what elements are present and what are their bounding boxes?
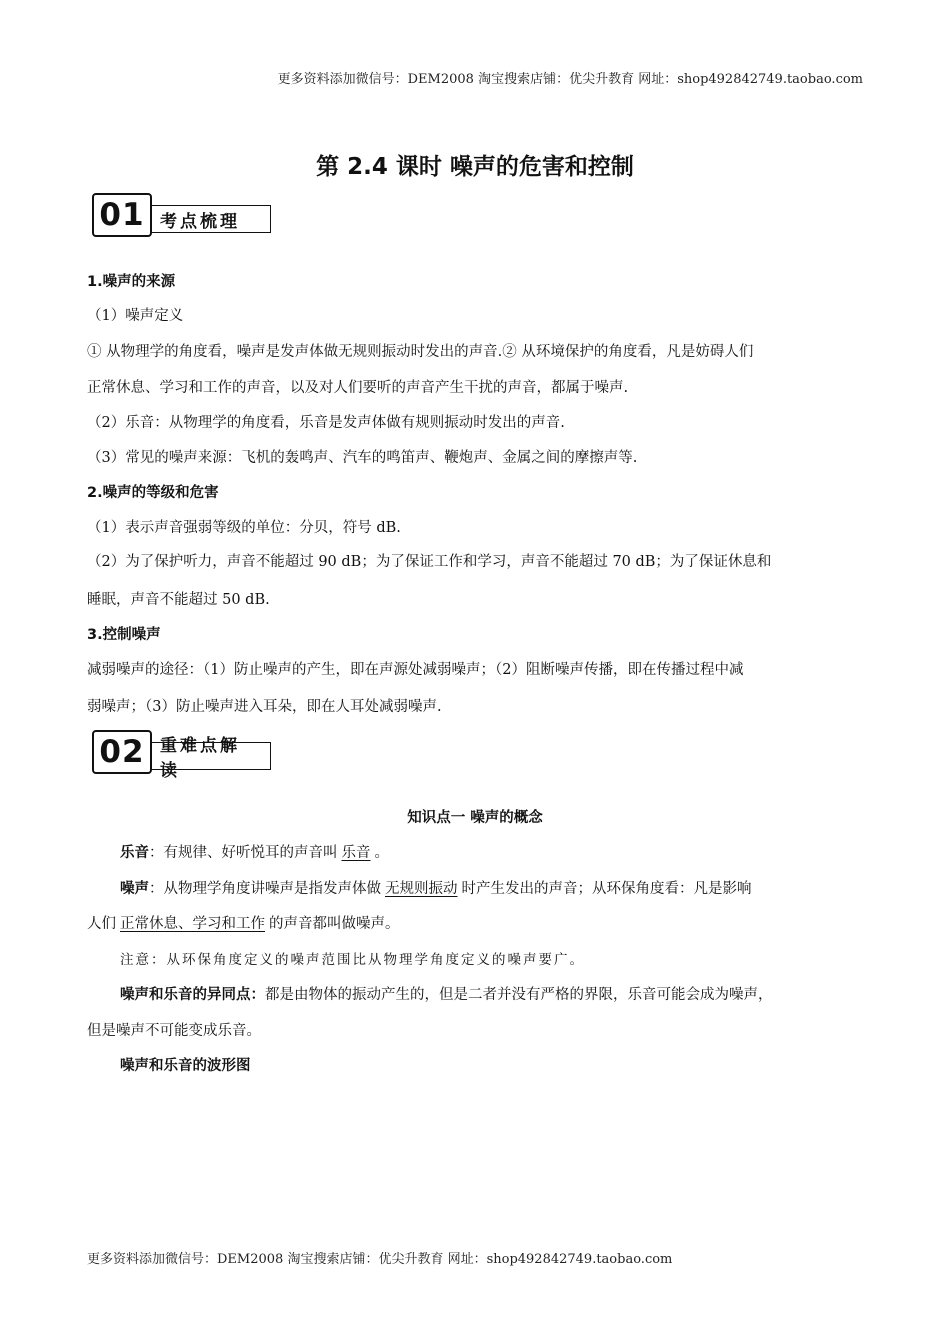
fill-blank: 无规则振动 <box>385 881 458 897</box>
section-badge-01 <box>92 193 271 235</box>
waveform-heading: 噪声和乐音的波形图 <box>120 1058 251 1074</box>
text-line: （1）表示声音强弱等级的单位：分贝，符号 dB. <box>87 520 401 536</box>
header-note: 更多资料添加微信号：DEM2008 淘宝搜索店铺：优尖升教育 网址：shop492842749.taobao.com <box>277 72 863 87</box>
term-label: 噪声和乐音的异同点： <box>120 987 265 1003</box>
fill-blank: 乐音 <box>341 845 371 861</box>
section-number: 02 <box>92 730 152 774</box>
text: 时产生发出的声音；从环保角度看：凡是影响 <box>461 881 752 897</box>
text-line: ① 从物理学的角度看，噪声是发声体做无规则振动时发出的声音.② 从环境保护的角度看，凡是妨碍人们 <box>87 344 754 360</box>
heading-noise-source: 1.噪声的来源 <box>87 274 176 290</box>
text: 的声音都叫做噪声。 <box>269 916 400 932</box>
term-label: 乐音 <box>120 845 149 861</box>
heading-noise-control: 3.控制噪声 <box>87 627 161 643</box>
section-label: 考点梳理 <box>152 205 271 233</box>
topic-heading: 知识点一 噪声的概念 <box>407 810 543 826</box>
heading-noise-level: 2.噪声的等级和危害 <box>87 485 219 501</box>
text: ：从物理学角度讲噪声是指发声体做 <box>149 881 381 897</box>
text-line: （3）常见的噪声来源：飞机的轰鸣声、汽车的鸣笛声、鞭炮声、金属之间的摩擦声等. <box>87 450 638 466</box>
fill-blank: 正常休息、学习和工作 <box>120 916 265 932</box>
section-label: 重难点解读 <box>152 742 271 770</box>
term-label: 噪声 <box>120 881 149 897</box>
text-line: 弱噪声；（3）防止噪声进入耳朵，即在人耳处减弱噪声. <box>87 699 442 715</box>
page-title: 第 2.4 课时 噪声的危害和控制 <box>316 154 634 180</box>
paragraph-music <box>120 841 389 862</box>
paragraph-compare-cont: 但是噪声不可能变成乐音。 <box>87 1023 261 1039</box>
text-line: 减弱噪声的途径：（1）防止噪声的产生，即在声源处减弱噪声；（2）阻断噪声传播，即在传播过程中减 <box>87 662 744 678</box>
text: 人们 <box>87 916 116 932</box>
section-number: 01 <box>92 193 152 237</box>
text-line: （1）噪声定义 <box>87 308 184 324</box>
text-line: （2）乐音：从物理学的角度看，乐音是发声体做有规则振动时发出的声音. <box>87 415 565 431</box>
text-line: （2）为了保护听力，声音不能超过 90 dB；为了保证工作和学习，声音不能超过 70 dB；为了保证休息和 <box>87 554 772 570</box>
paragraph-compare <box>120 983 773 1004</box>
text: ：有规律、好听悦耳的声音叫 <box>149 845 338 861</box>
paragraph-noise-cont <box>87 912 400 933</box>
text: 都是由物体的振动产生的，但是二者并没有严格的界限，乐音可能会成为噪声， <box>265 987 773 1003</box>
paragraph-noise <box>120 877 752 898</box>
section-badge-02 <box>92 730 271 781</box>
text-line: 正常休息、学习和工作的声音，以及对人们要听的声音产生干扰的声音，都属于噪声. <box>87 380 629 396</box>
footer-note: 更多资料添加微信号：DEM2008 淘宝搜索店铺：优尖升教育 网址：shop492842749.taobao.com <box>87 1252 673 1267</box>
text-line: 睡眠，声音不能超过 50 dB. <box>87 592 270 608</box>
note: 注意：从环保角度定义的噪声范围比从物理学角度定义的噪声要广。 <box>120 952 585 968</box>
text: 。 <box>374 845 389 861</box>
